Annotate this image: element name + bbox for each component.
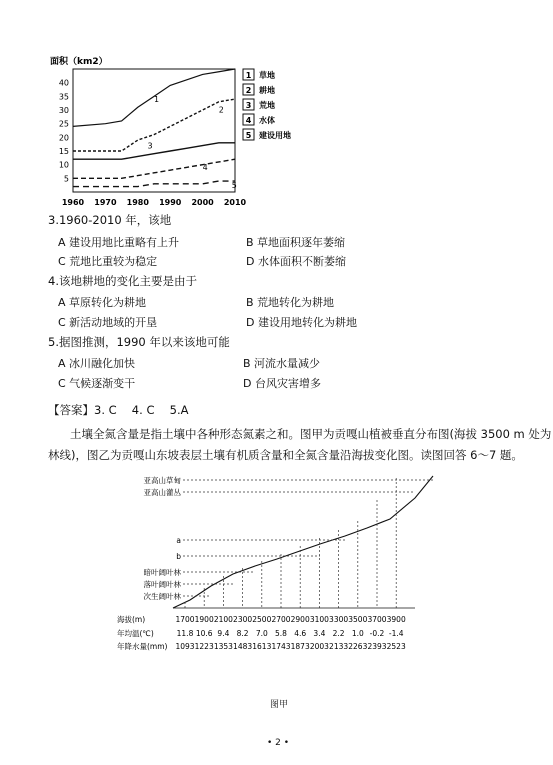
- legend-label: 建设用地: [259, 131, 291, 140]
- x-tick-label: 1960: [61, 198, 85, 207]
- x-tick-label: 2010: [223, 198, 247, 207]
- series-inline-label: 1: [154, 94, 160, 104]
- q5-option-c: C 气候逐渐变干: [58, 377, 136, 390]
- temp-value: 5.8: [275, 629, 287, 638]
- zone-label: 次生阔叶林: [143, 592, 181, 601]
- rain-value: 1093: [175, 642, 195, 651]
- series-inline-label: 2: [218, 105, 224, 115]
- y-tick-label: 20: [58, 133, 69, 143]
- x-tick-label: 2000: [191, 198, 214, 207]
- series-line-5: [73, 181, 235, 186]
- elevation-value: 3300: [329, 615, 349, 624]
- zone-label: a: [176, 536, 181, 545]
- temp-value: 10.6: [195, 629, 213, 638]
- q5-stem: 5.据图推测，1990 年以来该地可能: [48, 335, 230, 349]
- temp-value: 9.4: [217, 629, 230, 638]
- q4-stem: 4.该地耕地的变化主要是由于: [48, 274, 197, 288]
- legend-label: 草地: [259, 71, 275, 80]
- rain-value: 2263: [348, 642, 368, 651]
- elevation-value: 2100: [213, 615, 233, 624]
- rain-value: 2523: [386, 642, 406, 651]
- rain-value: 2393: [367, 642, 387, 651]
- profile-curve: [173, 476, 433, 608]
- legend-number: 1: [245, 71, 252, 80]
- y-tick-label: 10: [58, 160, 69, 170]
- series-line-3: [73, 143, 235, 159]
- temp-value: 2.2: [332, 629, 345, 638]
- y-tick-label: 35: [58, 92, 69, 102]
- area-change-chart: [40, 52, 340, 212]
- elevation-value: 2900: [290, 615, 310, 624]
- rain-value: 1223: [194, 642, 214, 651]
- series-line-4: [73, 159, 235, 178]
- temp-value: -0.2: [369, 629, 385, 638]
- elevation-value: 3700: [367, 615, 387, 624]
- legend-number: 2: [245, 86, 252, 95]
- elevation-value: 2300: [233, 615, 253, 624]
- series-line-2: [73, 99, 235, 151]
- elevation-value: 2500: [252, 615, 272, 624]
- temp-value: 1.0: [351, 629, 364, 638]
- answer-line: 【答案】3. C 4. C 5.A: [48, 403, 189, 417]
- legend-number: 4: [245, 116, 252, 125]
- x-tick-label: 1990: [159, 198, 182, 207]
- legend-label: 荒地: [259, 101, 275, 110]
- q4-option-b: B 荒地转化为耕地: [246, 296, 335, 309]
- series-inline-label: 5: [231, 180, 237, 190]
- q3-option-a: A 建设用地比重略有上升: [58, 236, 180, 249]
- temp-value: 11.8: [176, 629, 194, 638]
- rain-row-label: 年降水量(mm): [117, 642, 168, 651]
- zone-label: b: [176, 552, 181, 561]
- vegetation-svg: [115, 468, 455, 708]
- zone-label: 落叶阔叶林: [143, 580, 181, 589]
- rain-value: 1353: [213, 642, 233, 651]
- zone-label: 亚高山灌丛: [143, 488, 181, 497]
- y-tick-label: 40: [58, 78, 69, 88]
- x-tick-label: 1980: [126, 198, 149, 207]
- chart1-ylabel: 面积（km2）: [50, 57, 108, 67]
- intro-paragraph-line2: 林线)，图乙为贡嘎山东坡表层土壤有机质含量和全氮含量沿海拔变化图。读图回答 6～7 题。: [48, 448, 523, 462]
- elevation-value: 1900: [194, 615, 214, 624]
- zone-label: 亚高山草甸: [143, 476, 181, 485]
- temp-value: 8.2: [236, 629, 249, 638]
- elevation-value: 3100: [309, 615, 329, 624]
- q3-option-b: B 草地面积逐年萎缩: [246, 236, 346, 249]
- q4-option-a: A 草原转化为耕地: [58, 296, 147, 309]
- rain-value: 1613: [252, 642, 272, 651]
- q4-option-c: C 新活动地域的开垦: [58, 316, 158, 329]
- y-tick-label: 25: [58, 119, 69, 129]
- zone-label: 暗叶阔叶林: [143, 568, 181, 577]
- intro-paragraph-line1: 土壤全氮含量是指土壤中各种形态氮素之和。图甲为贡嘎山植被垂直分布图(海拔 3500 m 处为: [70, 427, 552, 441]
- q5-option-d: D 台风灾害增多: [243, 377, 321, 390]
- x-tick-label: 1970: [94, 198, 117, 207]
- q5-option-b: B 河流水量减少: [243, 357, 321, 370]
- rain-value: 2003: [309, 642, 329, 651]
- y-tick-label: 30: [58, 106, 69, 115]
- elevation-row-label: 海拔(m): [117, 615, 146, 624]
- rain-value: 1483: [233, 642, 253, 651]
- legend-number: 3: [245, 101, 252, 110]
- vegetation-distribution-figure: [115, 468, 455, 708]
- rain-value: 1873: [290, 642, 310, 651]
- page-number: • 2 •: [267, 738, 290, 748]
- q4-option-d: D 建设用地转化为耕地: [246, 316, 357, 329]
- q3-option-d: D 水体面积不断萎缩: [246, 255, 346, 268]
- temp-value: 4.6: [294, 629, 307, 638]
- q3-option-c: C 荒地比重较为稳定: [58, 255, 158, 268]
- elevation-value: 1700: [175, 615, 195, 624]
- legend-label: 水体: [259, 116, 275, 125]
- rain-value: 1743: [271, 642, 291, 651]
- y-tick-label: 5: [63, 174, 69, 184]
- q3-stem: 3.1960-2010 年，该地: [48, 213, 172, 227]
- y-tick-label: 15: [58, 147, 69, 156]
- elevation-value: 3900: [386, 615, 406, 624]
- temp-value: 3.4: [313, 629, 326, 638]
- legend-label: 耕地: [259, 86, 275, 95]
- series-inline-label: 4: [202, 163, 208, 173]
- rain-value: 2133: [329, 642, 349, 651]
- figure-caption: 图甲: [270, 700, 289, 710]
- elevation-value: 3500: [348, 615, 368, 624]
- series-inline-label: 3: [147, 141, 153, 151]
- area-chart-svg: [40, 52, 340, 212]
- elevation-value: 2700: [271, 615, 291, 624]
- legend-number: 5: [245, 131, 252, 140]
- q5-option-a: A 冰川融化加快: [58, 357, 136, 370]
- temp-value: -1.4: [388, 629, 404, 638]
- temp-value: 7.0: [255, 629, 268, 638]
- temp-row-label: 年均温(℃): [117, 629, 154, 638]
